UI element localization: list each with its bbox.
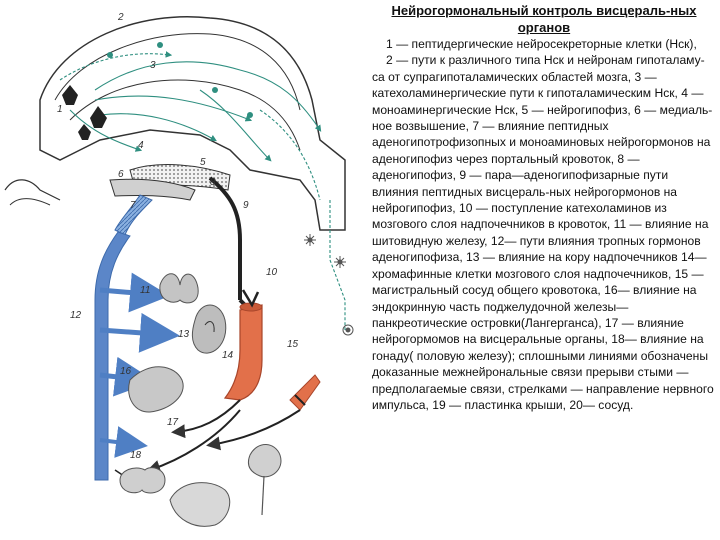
label-13: 13 bbox=[178, 329, 190, 340]
label-3: 3 bbox=[150, 60, 156, 71]
caption-legend-1: 1 — пептидергические нейросекреторные клетки (Нск), bbox=[386, 37, 697, 51]
adrenal-gland bbox=[192, 305, 225, 353]
label-14: 14 bbox=[222, 350, 234, 361]
label-1: 1 bbox=[57, 104, 63, 115]
star-neurons bbox=[304, 234, 353, 335]
label-10: 10 bbox=[266, 267, 278, 278]
label-7: 7 bbox=[130, 200, 136, 211]
label-2: 2 bbox=[118, 12, 124, 23]
label-5: 5 bbox=[200, 157, 206, 168]
bottom-organs bbox=[120, 444, 281, 526]
label-15: 15 bbox=[287, 339, 299, 350]
label-11: 11 bbox=[140, 285, 151, 296]
label-18: 18 bbox=[130, 450, 142, 461]
caption-block bbox=[372, 2, 716, 413]
main-vessel bbox=[225, 290, 262, 400]
neurohypophysis-path bbox=[210, 178, 245, 305]
portal-pathways bbox=[95, 195, 170, 480]
label-17: 17 bbox=[167, 417, 179, 428]
pancreas bbox=[129, 367, 183, 412]
label-16: 16 bbox=[120, 366, 132, 377]
caption-legend-2: 2 — пути к различного типа Нск и нейронам гипоталаму-са от супрагипоталамических областей мозга, 3 — катехоламинергические пути к гипоталамическим Нск, 4 — моноаминергические Нск, 5 — нейрогипофиз, 6 — медиаль-ное возвышение, 7 — влияние пептидных аденогипотрофизопных и моноаминовых нейрогормонов на аденогипофиз через портальный кровоток, 8 — аденогипофиз, 9 — пара—аденогипофизарные пути влияния пептидных висцераль-ных нейрогормонов на нейрогипофиз, 10 — поступление катехоламинов из мозгового слоя надпочечников в кровоток, 11 — влияние на шитовидную железу, 12— пути влияния тропных гормонов аденогипофиза, 13 — влияние на кору надпочечников 14— хромафинные клетки мозгового слоя надпочечников, 15 — магистральный сосуд общего кровотока, 16— влияние на эндокринную часть поджелудочной железы— панкреотические островки(Лангерганса), 17 — влияние нейрогормомов на висцеральные органы, 18— влияние на гонаду( половую железу); сплошными линиями обозначены доказанные межнейрональные связи прерыви стыми — предполагаемые связи, стрелками — направление нервного импульса, 19 — пластинка крыши, 20— сосуд. bbox=[372, 53, 714, 412]
thyroid-gland bbox=[160, 274, 198, 303]
label-4: 4 bbox=[138, 140, 144, 151]
caption-title: Нейрогормональный контроль висцераль-ных органов bbox=[391, 3, 697, 35]
label-8: 8 bbox=[210, 177, 216, 188]
label-9: 9 bbox=[243, 200, 249, 211]
label-6: 6 bbox=[118, 169, 124, 180]
label-12: 12 bbox=[70, 310, 82, 321]
vessel-20 bbox=[290, 375, 320, 410]
